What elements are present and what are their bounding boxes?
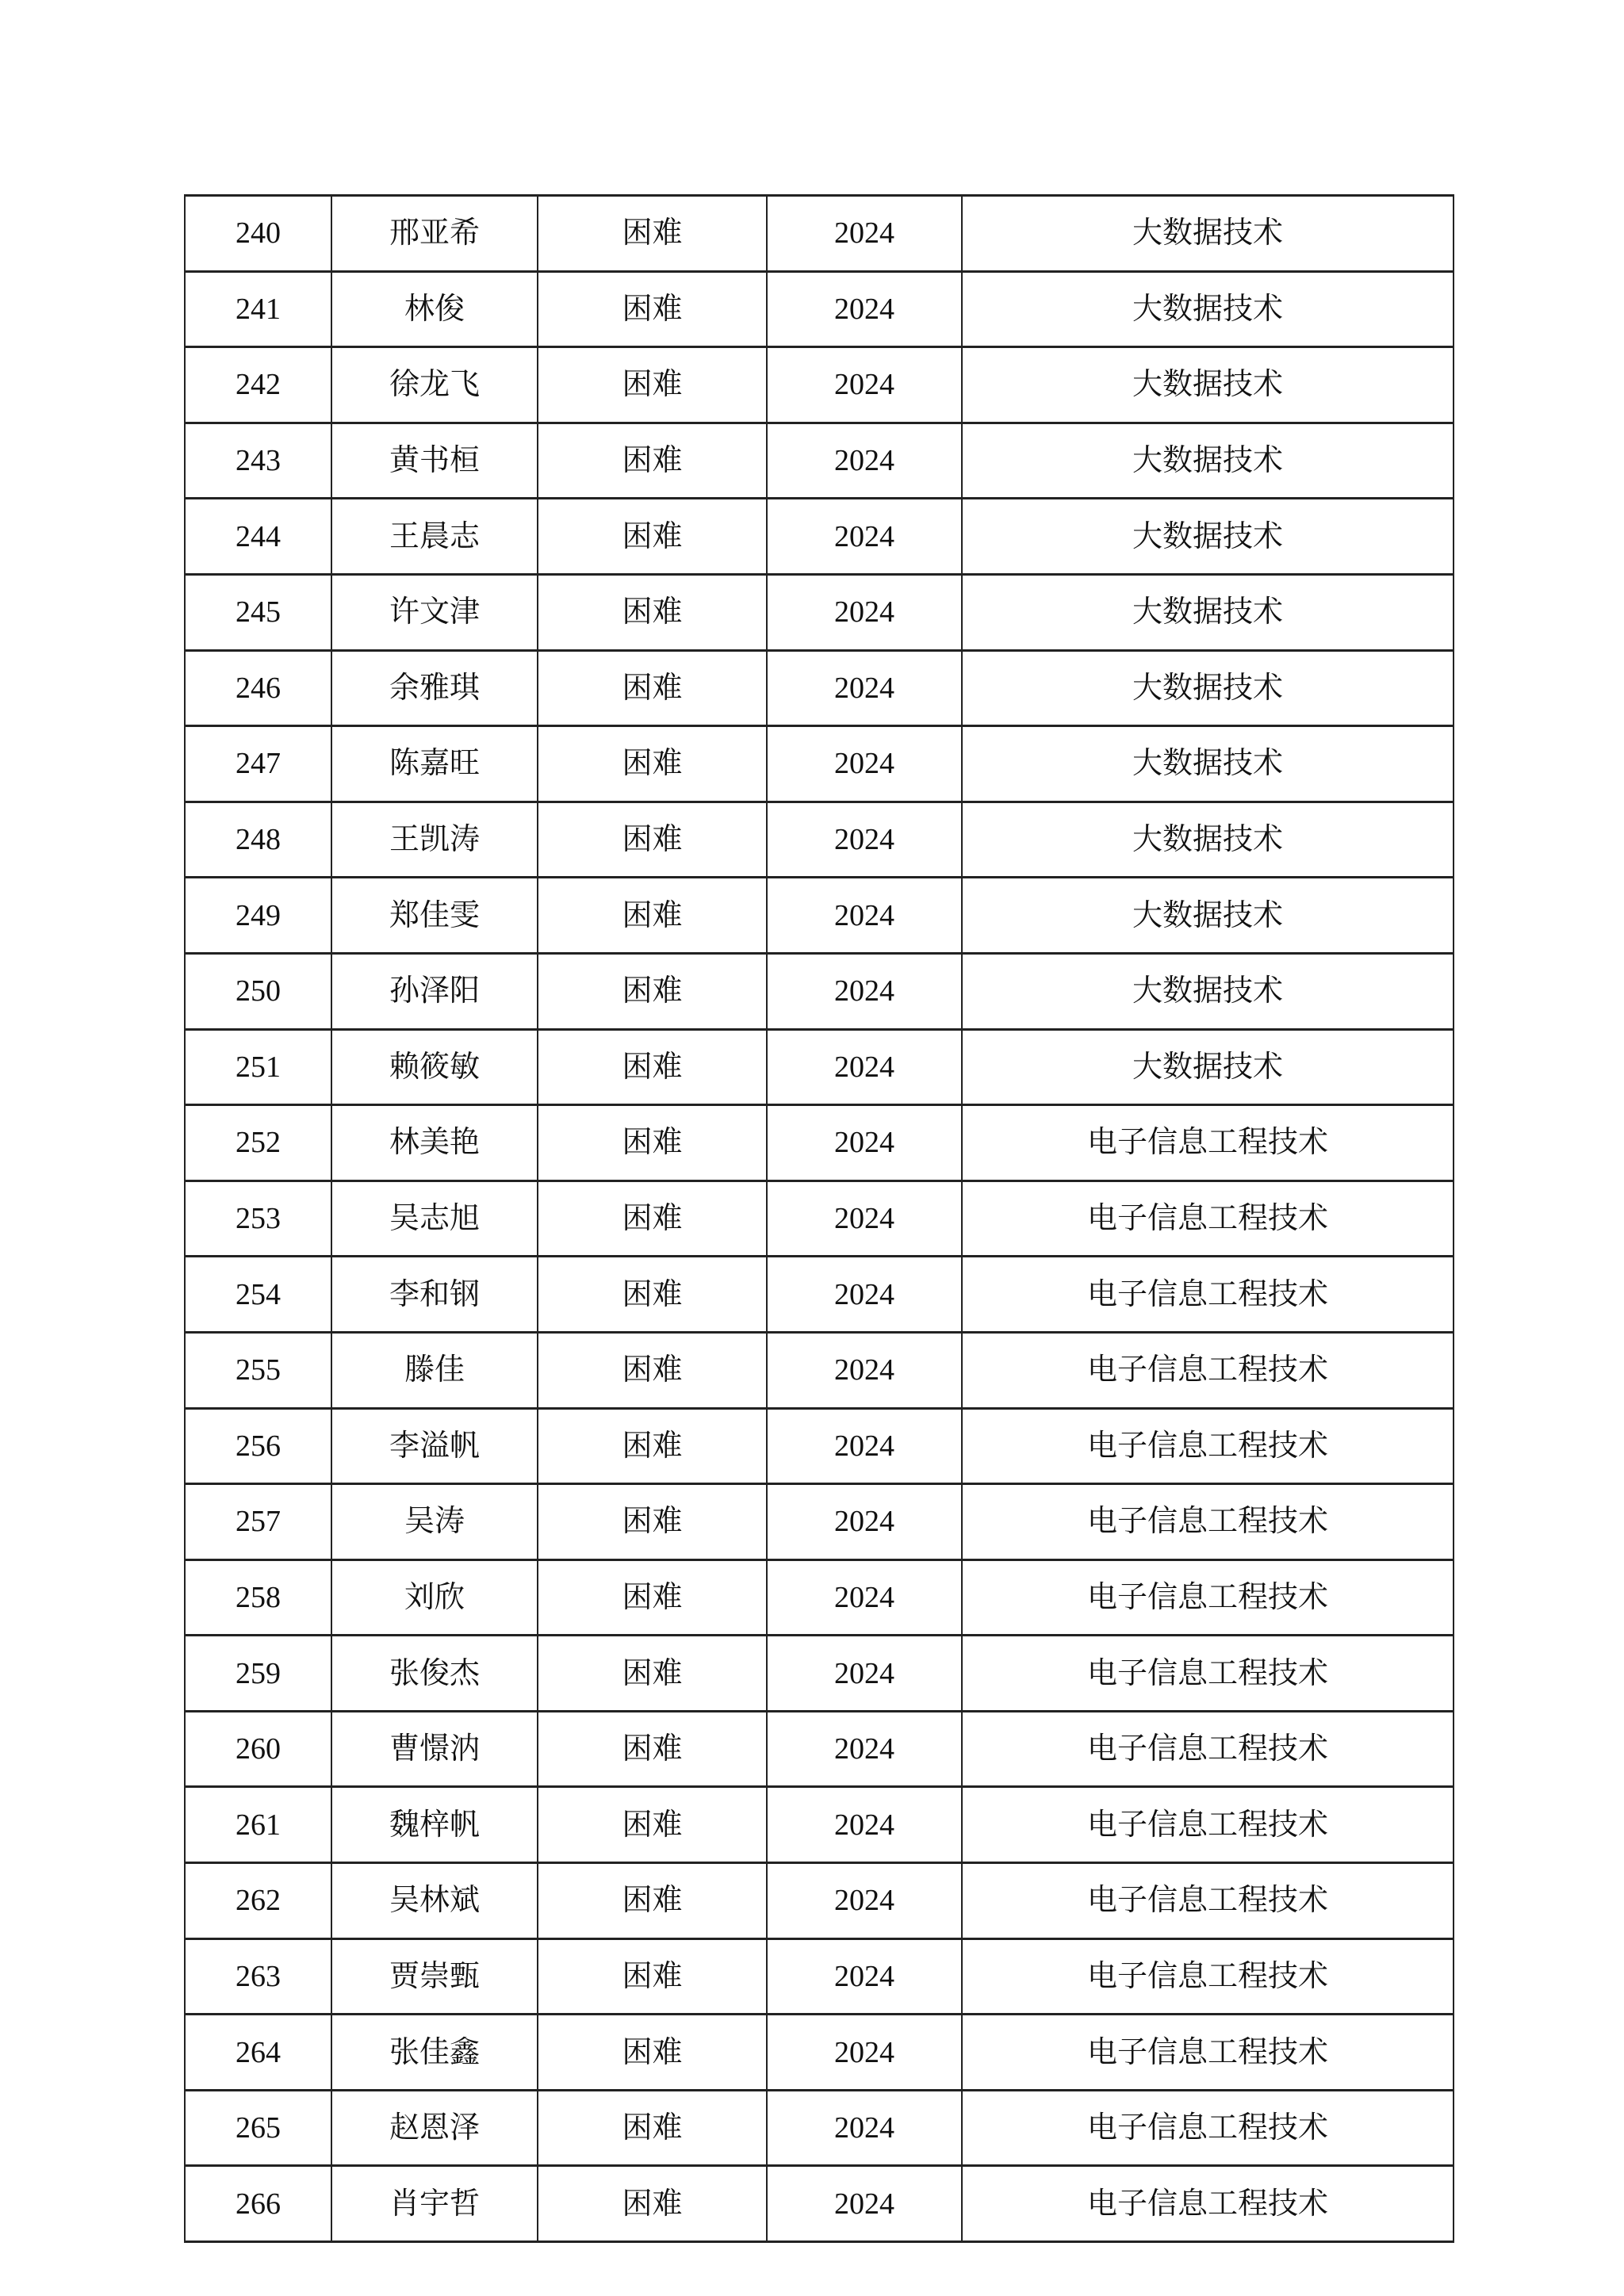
cell-difficulty-status: 困难 — [538, 802, 767, 878]
cell-year: 2024 — [767, 1029, 962, 1105]
table-row — [185, 2015, 1454, 2091]
cell-difficulty-status: 困难 — [538, 271, 767, 347]
cell-year: 2024 — [767, 1181, 962, 1257]
cell-serial-number: 245 — [185, 574, 331, 650]
cell-difficulty-status: 困难 — [538, 423, 767, 499]
cell-year: 2024 — [767, 1711, 962, 1787]
table-row — [185, 1787, 1454, 1863]
cell-serial-number: 264 — [185, 2015, 331, 2091]
table-row — [185, 1559, 1454, 1636]
cell-major: 大数据技术 — [962, 1029, 1454, 1105]
cell-year: 2024 — [767, 1636, 962, 1712]
cell-major: 电子信息工程技术 — [962, 1938, 1454, 2015]
cell-difficulty-status: 困难 — [538, 1181, 767, 1257]
cell-year: 2024 — [767, 271, 962, 347]
cell-difficulty-status: 困难 — [538, 953, 767, 1029]
cell-student-name: 黄书桓 — [331, 423, 538, 499]
table-row — [185, 1332, 1454, 1408]
table-row — [185, 1863, 1454, 1939]
cell-difficulty-status: 困难 — [538, 2015, 767, 2091]
table-row — [185, 574, 1454, 650]
table-row — [185, 1105, 1454, 1181]
cell-difficulty-status: 困难 — [538, 1332, 767, 1408]
table-row — [185, 1938, 1454, 2015]
cell-student-name: 赖筱敏 — [331, 1029, 538, 1105]
cell-year: 2024 — [767, 1863, 962, 1939]
cell-student-name: 李溢帆 — [331, 1408, 538, 1484]
cell-difficulty-status: 困难 — [538, 1257, 767, 1333]
cell-student-name: 张佳鑫 — [331, 2015, 538, 2091]
table-row — [185, 1257, 1454, 1333]
cell-serial-number: 254 — [185, 1257, 331, 1333]
cell-student-name: 徐龙飞 — [331, 347, 538, 423]
table-row — [185, 650, 1454, 726]
cell-year: 2024 — [767, 1332, 962, 1408]
cell-serial-number: 262 — [185, 1863, 331, 1939]
table-row — [185, 1711, 1454, 1787]
cell-student-name: 贾崇甄 — [331, 1938, 538, 2015]
table-row — [185, 347, 1454, 423]
cell-student-name: 吴林斌 — [331, 1863, 538, 1939]
cell-difficulty-status: 困难 — [538, 574, 767, 650]
table-row — [185, 1408, 1454, 1484]
cell-year: 2024 — [767, 1787, 962, 1863]
table-row — [185, 499, 1454, 575]
cell-difficulty-status: 困难 — [538, 726, 767, 802]
cell-difficulty-status: 困难 — [538, 347, 767, 423]
cell-difficulty-status: 困难 — [538, 1787, 767, 1863]
cell-major: 大数据技术 — [962, 196, 1454, 272]
cell-difficulty-status: 困难 — [538, 196, 767, 272]
cell-student-name: 余雅琪 — [331, 650, 538, 726]
cell-major: 电子信息工程技术 — [962, 2090, 1454, 2166]
cell-difficulty-status: 困难 — [538, 650, 767, 726]
cell-year: 2024 — [767, 1559, 962, 1636]
table-row — [185, 802, 1454, 878]
table-row — [185, 423, 1454, 499]
cell-serial-number: 258 — [185, 1559, 331, 1636]
cell-difficulty-status: 困难 — [538, 1559, 767, 1636]
cell-year: 2024 — [767, 878, 962, 954]
cell-major: 大数据技术 — [962, 802, 1454, 878]
cell-serial-number: 252 — [185, 1105, 331, 1181]
cell-difficulty-status: 困难 — [538, 1938, 767, 2015]
cell-student-name: 王晨志 — [331, 499, 538, 575]
cell-major: 电子信息工程技术 — [962, 1332, 1454, 1408]
cell-major: 大数据技术 — [962, 650, 1454, 726]
table-row — [185, 2090, 1454, 2166]
cell-year: 2024 — [767, 2090, 962, 2166]
cell-year: 2024 — [767, 423, 962, 499]
cell-serial-number: 261 — [185, 1787, 331, 1863]
cell-difficulty-status: 困难 — [538, 499, 767, 575]
cell-student-name: 孙泽阳 — [331, 953, 538, 1029]
cell-year: 2024 — [767, 347, 962, 423]
cell-difficulty-status: 困难 — [538, 1636, 767, 1712]
cell-year: 2024 — [767, 1408, 962, 1484]
cell-serial-number: 250 — [185, 953, 331, 1029]
cell-serial-number: 241 — [185, 271, 331, 347]
cell-student-name: 郑佳雯 — [331, 878, 538, 954]
cell-year: 2024 — [767, 726, 962, 802]
cell-student-name: 吴涛 — [331, 1484, 538, 1560]
cell-year: 2024 — [767, 1257, 962, 1333]
cell-student-name: 赵恩泽 — [331, 2090, 538, 2166]
cell-student-name: 王凯涛 — [331, 802, 538, 878]
cell-major: 电子信息工程技术 — [962, 1863, 1454, 1939]
cell-difficulty-status: 困难 — [538, 1408, 767, 1484]
cell-major: 大数据技术 — [962, 423, 1454, 499]
cell-student-name: 林俊 — [331, 271, 538, 347]
cell-major: 大数据技术 — [962, 499, 1454, 575]
cell-serial-number: 259 — [185, 1636, 331, 1712]
table-row — [185, 1484, 1454, 1560]
cell-major: 电子信息工程技术 — [962, 1181, 1454, 1257]
student-roster-table — [184, 194, 1454, 2243]
cell-student-name: 刘欣 — [331, 1559, 538, 1636]
table-row — [185, 1181, 1454, 1257]
cell-serial-number: 260 — [185, 1711, 331, 1787]
cell-year: 2024 — [767, 196, 962, 272]
cell-serial-number: 266 — [185, 2166, 331, 2242]
cell-difficulty-status: 困难 — [538, 1863, 767, 1939]
cell-serial-number: 246 — [185, 650, 331, 726]
cell-major: 电子信息工程技术 — [962, 1105, 1454, 1181]
cell-serial-number: 253 — [185, 1181, 331, 1257]
cell-year: 2024 — [767, 2015, 962, 2091]
cell-major: 大数据技术 — [962, 347, 1454, 423]
cell-year: 2024 — [767, 802, 962, 878]
cell-major: 电子信息工程技术 — [962, 2166, 1454, 2242]
table-row — [185, 271, 1454, 347]
table-row — [185, 953, 1454, 1029]
cell-year: 2024 — [767, 574, 962, 650]
table-row — [185, 726, 1454, 802]
table-row — [185, 1029, 1454, 1105]
cell-serial-number: 240 — [185, 196, 331, 272]
cell-difficulty-status: 困难 — [538, 2166, 767, 2242]
cell-serial-number: 247 — [185, 726, 331, 802]
cell-year: 2024 — [767, 953, 962, 1029]
cell-student-name: 魏梓帆 — [331, 1787, 538, 1863]
cell-difficulty-status: 困难 — [538, 1711, 767, 1787]
cell-difficulty-status: 困难 — [538, 1484, 767, 1560]
cell-serial-number: 265 — [185, 2090, 331, 2166]
cell-student-name: 曹憬汭 — [331, 1711, 538, 1787]
cell-student-name: 滕佳 — [331, 1332, 538, 1408]
cell-year: 2024 — [767, 499, 962, 575]
cell-student-name: 吴志旭 — [331, 1181, 538, 1257]
table-row — [185, 2166, 1454, 2242]
cell-major: 电子信息工程技术 — [962, 1711, 1454, 1787]
cell-student-name: 许文津 — [331, 574, 538, 650]
cell-student-name: 张俊杰 — [331, 1636, 538, 1712]
cell-major: 电子信息工程技术 — [962, 1484, 1454, 1560]
cell-major: 大数据技术 — [962, 726, 1454, 802]
cell-difficulty-status: 困难 — [538, 878, 767, 954]
cell-year: 2024 — [767, 1105, 962, 1181]
table-row — [185, 1636, 1454, 1712]
cell-major: 电子信息工程技术 — [962, 1408, 1454, 1484]
cell-year: 2024 — [767, 2166, 962, 2242]
cell-major: 大数据技术 — [962, 574, 1454, 650]
cell-student-name: 李和钢 — [331, 1257, 538, 1333]
cell-serial-number: 243 — [185, 423, 331, 499]
cell-student-name: 邢亚希 — [331, 196, 538, 272]
cell-major: 电子信息工程技术 — [962, 1787, 1454, 1863]
cell-year: 2024 — [767, 650, 962, 726]
cell-major: 电子信息工程技术 — [962, 1636, 1454, 1712]
cell-major: 大数据技术 — [962, 953, 1454, 1029]
cell-serial-number: 256 — [185, 1408, 331, 1484]
cell-student-name: 肖宇哲 — [331, 2166, 538, 2242]
cell-year: 2024 — [767, 1484, 962, 1560]
roster-body — [185, 196, 1454, 2242]
cell-serial-number: 263 — [185, 1938, 331, 2015]
cell-serial-number: 251 — [185, 1029, 331, 1105]
cell-major: 电子信息工程技术 — [962, 1559, 1454, 1636]
cell-student-name: 陈嘉旺 — [331, 726, 538, 802]
cell-year: 2024 — [767, 1938, 962, 2015]
cell-major: 大数据技术 — [962, 878, 1454, 954]
cell-serial-number: 242 — [185, 347, 331, 423]
table-row — [185, 196, 1454, 272]
cell-serial-number: 255 — [185, 1332, 331, 1408]
cell-difficulty-status: 困难 — [538, 2090, 767, 2166]
cell-difficulty-status: 困难 — [538, 1105, 767, 1181]
table-row — [185, 878, 1454, 954]
cell-major: 大数据技术 — [962, 271, 1454, 347]
cell-major: 电子信息工程技术 — [962, 1257, 1454, 1333]
cell-serial-number: 249 — [185, 878, 331, 954]
cell-student-name: 林美艳 — [331, 1105, 538, 1181]
cell-major: 电子信息工程技术 — [962, 2015, 1454, 2091]
cell-serial-number: 248 — [185, 802, 331, 878]
cell-difficulty-status: 困难 — [538, 1029, 767, 1105]
cell-serial-number: 257 — [185, 1484, 331, 1560]
cell-serial-number: 244 — [185, 499, 331, 575]
